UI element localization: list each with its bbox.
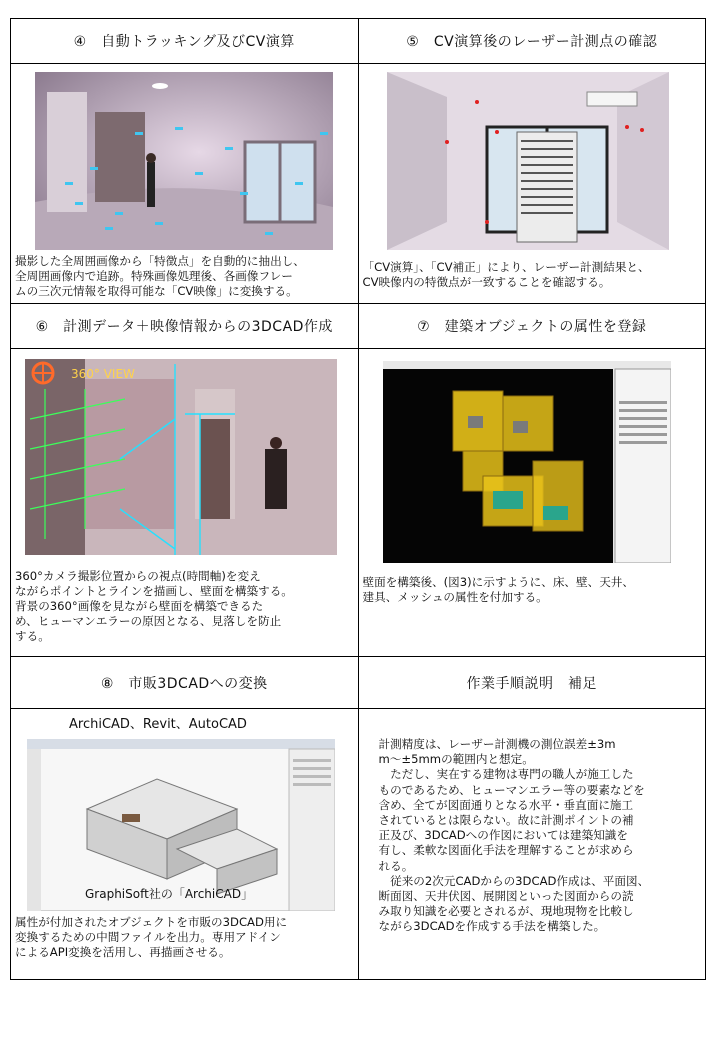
cell-step4: [11, 64, 358, 303]
cell-supplement: [358, 709, 706, 979]
header-step6: ⑥ 計測データ＋映像情報からの3DCAD作成: [35, 319, 333, 335]
row1-body: [11, 64, 705, 304]
archicad-caption: GraphiSoft社の「ArchiCAD」: [85, 887, 254, 901]
row1-header: [11, 19, 705, 64]
row3-header: [11, 657, 705, 709]
row2-header: [11, 304, 705, 349]
laser-check-photo: [387, 72, 669, 250]
attribute-registration-view: [383, 361, 671, 563]
row2-body: [11, 349, 705, 657]
step7-description: 壁面を構築後、(図3)に示すように、床、壁、天井、 建具、メッシュの属性を付加する。: [362, 575, 634, 604]
supplement-description: 計測精度は、レーザー計測機の測位誤差±3m m～±5mmの範囲内と想定。 ただし、実在する建物は専門の職人が施工した ものであるため、ヒューマンエラー等の要素などを 含め、全てが図面通りとなる水平・垂直面に施工 されているとは限らない。故に計測ポイントの補 正及び、3DCADへの作図においては建築知識を 有し、柔軟な図面化手法を理解することが求めら れる。 従来の2次元CADからの3DCAD作成は、平面図、 断面図、天井伏図、展開図といった図面からの読 み取り知識を必要とされるが、現地現物を比較し ながら3DCADを作成する手法を構築した。: [378, 737, 650, 934]
header-step8: ⑧ 市販3DCADへの変換: [100, 676, 268, 692]
cell-step7: [358, 349, 706, 656]
procedure-table: [10, 18, 706, 980]
header-step5: ⑤ CV演算後のレーザー計測点の確認: [358, 19, 706, 63]
viewer-label: 360° VIEW: [71, 367, 135, 381]
row3-body: [11, 709, 705, 979]
step5-description: 「CV演算」、「CV補正」により、レーザー計測結果と、 CV映像内の特徴点が一致することを確認する。: [362, 260, 650, 289]
header-step7: ⑦ 建築オブジェクトの属性を登録: [358, 304, 706, 348]
step8-description: 属性が付加されたオブジェクトを市販の3DCAD用に 変換するための中間ファイルを出力。専用アドイン によるAPI変換を活用し、再描画させる。: [15, 915, 288, 959]
cad-creation-view: [25, 359, 337, 555]
cad-products-label: ArchiCAD、Revit、AutoCAD: [69, 717, 247, 732]
header-supplement: 作業手順説明 補足: [358, 657, 706, 709]
archicad-screenshot: [27, 739, 335, 911]
cell-step5: [358, 64, 706, 303]
tracking-photo: [35, 72, 333, 250]
cell-step6: [11, 349, 358, 656]
step6-description: 360°カメラ撮影位置からの視点(時間軸)を変え ながらポイントとラインを描画し、壁面を構築する。 背景の360°画像を見ながら壁面を構築できるた め、ヒューマンエラーの原因となる、見落しを防止 する。: [15, 569, 293, 643]
cell-step8: [11, 709, 358, 979]
step4-description: 撮影した全周囲画像から「特徴点」を自動的に抽出し、 全周囲画像内で追跡。特殊画像処理後、各画像フレー ムの三次元情報を取得可能な「CV映像」に変換する。: [15, 254, 305, 298]
header-step4: ④ 自動トラッキング及びCV演算: [73, 34, 295, 50]
